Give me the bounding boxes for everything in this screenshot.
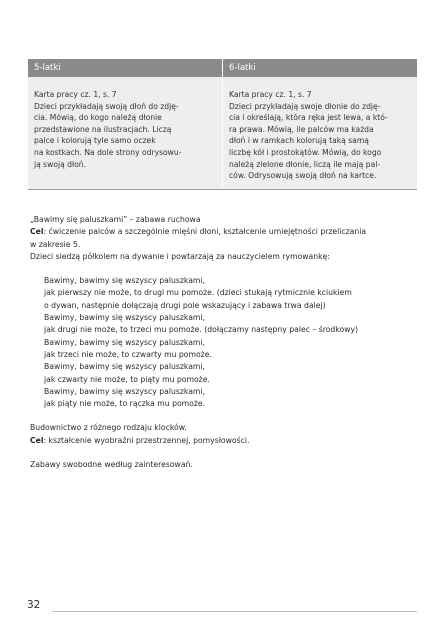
rhyme-line: jak czwarty nie może, to piąty mu pomoże. [44,374,210,384]
rhyme-line: jak drugi nie może, to trzeci mu pomoże. (dołączamy następny palec – środkowy) [44,325,358,335]
building-title: Budownictwo z różnego rodzaju klocków. [30,423,187,433]
col1-title: Karta pracy cz. 1, s. 7 [34,90,117,99]
main-content [30,214,416,471]
col2-line: liczbę kół i prostokątów. Mówią, do kogo [229,147,382,157]
col2-title: Karta pracy cz. 1, s. 7 [229,90,312,99]
goal-label: Cel [30,227,44,237]
activity-intro: Dzieci siedzą półkolem na dywanie i powtarzają za nauczycielem rymowankę: [30,251,330,261]
activity-title: „Bawimy się paluszkami” – zabawa ruchowa [30,215,201,224]
rhyme-line: Bawimy, bawimy się wszyscy paluszkami, [44,313,205,323]
page-number: 32 [27,599,41,611]
header-5-latki: 5-latki [34,63,61,73]
rhyme-line: Bawimy, bawimy się wszyscy paluszkami, [44,362,205,372]
col1-line: ją swoją dłoń. [34,159,87,169]
col2-line: dłoń i w ramkach kolorują taką samą [229,136,369,146]
goal-label: Cel [30,435,44,445]
rhyme-line: Bawimy, bawimy się wszyscy paluszkami, [44,337,205,347]
col2-line: ców. Odrysowują swoją dłoń na kartce. [229,171,377,181]
goal-text: : kształcenie wyobraźni przestrzennej, pomysłowości. [43,435,250,445]
activity-goal [30,226,416,238]
rhyme-line: jak pierwszy nie może, to drugi mu pomoże. (dzieci stukają rytmicznie kciukiem [44,288,352,298]
col1-line: palce i kolorują tyle samo oczek [34,136,156,146]
col2-line: należą zielone dłonie, liczą ile mają pal- [229,159,381,169]
col2-line: ra prawa. Mówią, ile palców ma każda [229,124,374,134]
column-6-latki [222,77,417,189]
free-play: Zabawy swobodne według zainteresowań. [30,460,193,470]
rhyme-line: jak piąty nie może, to rączka mu pomoże. [44,399,206,409]
col1-line: na kostkach. Na dole strony odrysowu- [34,147,182,157]
bottom-rule [52,611,417,612]
rhyme-line: Bawimy, bawimy się wszyscy paluszkami, [44,276,205,286]
rhyme-line: o dywan, następnie dołączają drugi pole wskazujący i zabawa trwa dalej) [44,300,326,310]
col1-line: Dzieci przykładają swoją dłoń do zdję- [34,101,179,111]
building-goal [30,435,416,447]
header-6-latki: 6-latki [222,59,417,77]
col2-line: Dzieci przykładają swoje dłonie do zdję- [229,101,381,111]
column-5-latki [28,77,222,189]
activity-goal-cont: w zakresie 5. [30,239,81,249]
rhyme-line: Bawimy, bawimy się wszyscy paluszkami, [44,386,205,396]
goal-text: : ćwiczenie palców a szczególnie mięśni dłoni, kształcenie umiejętności przeliczania [43,227,367,237]
col1-line: cia. Mówią, do kogo należą dłonie [34,113,162,123]
table-body [28,77,417,189]
col2-line: cia i określają, która ręka jest lewa, a któ- [229,113,388,123]
table-header [28,59,417,77]
rhyme-line: jak trzeci nie może, to czwarty mu pomoże. [44,349,212,359]
age-group-table [28,59,417,190]
col1-line: przedstawione na ilustracjach. Liczą [34,124,172,134]
